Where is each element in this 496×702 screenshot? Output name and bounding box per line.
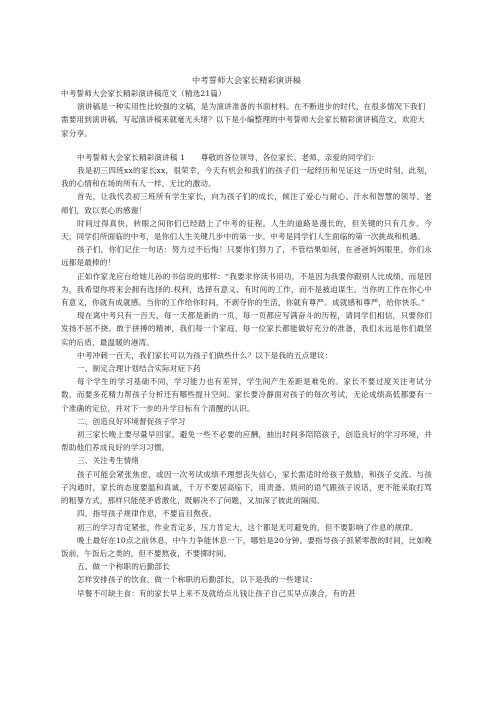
section-heading: 一、制定合理计划结合实际对症下药 [77,364,201,374]
section-text: 每个学生的学习基础不同，学习能力也有差异，学生间产生差距是难免的。家长不要过度关注考试分数，而要多花精力帮孩子分析还有哪些提升空间。家长要冷静面对孩子的每次考试，无论成绩高低都要有一个准确的定位，并对下一步的升学目标有个清醒的认识。 [61,377,432,413]
section-text: 怎样安排孩子的饮食，做一个称职的后勤部长，以下是我的一些建议： [77,575,318,585]
section-heading: 五、做一个称职的后勤部长 [77,562,170,572]
section-text: 初三的学习肯定紧张，作业肯定多，压力肯定大，这个都是无可避免的，但不要影响了作息的规律。 [77,522,418,532]
section-text: 早餐不可缺主食：有的家长早上来不及就给点儿钱让孩子自己买早点凑合，有的甚 [77,588,356,598]
paragraph: 正如作家龙应台给她儿孙的书信说的那样：“我要求你读书用功，不是因为我要你跟别人比成绩，而是因为，我希望你将来会拥有选择的.权利，选择有意义、有时间的工作，而不是被迫谋生。当你的工作在你心中有意义，你就有成就感。当你的工作给你时间，不剥夺你的生活，你就有尊严。成就感和尊严，给你快乐。” [61,271,432,308]
paragraph: 孩子们，你们记住一句话：努力过不后悔！只要你们努力了，不管结果如何，在爸爸妈妈眼里，你们永远都是最棒的！ [61,245,432,268]
section-text: 晚上最好在10点之前休息，中午力争能休息一下，哪怕是20分钟。要指导孩子抓紧零散的时间，比如晚饭前，午饭后之类的，但不要熬夜，不要掷时间。 [61,535,432,558]
section-heading: 二、创造良好环境督促孩子学习 [77,416,186,426]
document-subtitle: 中考誓师大会家长精彩演讲稿范文（精选21篇） [61,89,226,98]
paragraph: 中考冲刺一百天，我们家长可以为孩子们做些什么？以下是我的五点建议： [77,350,333,360]
document-title: 中考誓师大会家长精彩演讲稿 [191,75,302,85]
section-heading: 四、指导孩子规律作息，不要盲目熬夜。 [77,509,217,519]
spacer [61,140,432,151]
intro-block [61,87,432,140]
section-text: 孩子可能会紧张焦虑，或因一次考试成绩不理想丧失信心，家长需适时给孩子鼓励，和孩子交流。与孩子沟通时，家长的态度要温和真诚，千万不要居高临下，用责备、质问的语气跟孩子说话，更不能采取打骂的粗暴方式，那样只能使矛盾激化，既解决不了问题，又加深了彼此的隔阂。 [61,469,432,506]
paragraph: 现在离中考只有一百天，每一天都是新的一页，每一页都应写满奋斗的历程，请同学们相信，只要你们发扬不屈不挠、敢于拼搏的精神，我们每一个家庭、每一位家长都能做好充分的准备，我们永远是你们最坚实的后盾，最温暖的港湾。 [61,311,432,347]
paragraph: 时间过得真快，转眼之间你们已经踏上了中考的征程。人生的道路是漫长的，但关键的只有几步。今天，同学们所面临的中考，是你们人生关键几步中的第一步。中考是同学们人生面临的第一次挑战和机遇。 [61,218,432,242]
intro-paragraph: 演讲稿是一种实用性比较强的文稿，是为演讲准备的书面材料。在不断进步的时代，在很多情况下我们需要用到演讲稿，写起演讲稿来就毫无头绪？以下是小编整理的中考誓师大会家长精彩演讲稿范文，欢迎大家分享。 [61,102,426,138]
speech-body [61,151,432,600]
paragraph: 我是初三四班xx的家长xx，很荣幸，今天有机会和我们的孩子们一起经历和见证这一历史时刻，此刻，我的心情和在场的所有人一样，无比的激动。 [61,166,432,189]
speech-heading: 中考誓师大会家长精彩演讲稿 1 尊敬的各位领导、各位家长、老师、亲爱的同学们： [77,152,379,162]
paragraph: 首先，让我代表初三班所有学生家长，向为孩子们的成长，倾注了爱心与耐心、汗水和智慧的领导、老师们，致以衷心的感谢！ [61,192,432,215]
section-text: 初三家长晚上要尽量早回家，避免一些不必要的应酬，抽出时间多陪陪孩子，创造良好的学习环境，并帮助他们养成良好的学习习惯。 [61,430,432,453]
section-heading: 三、关注考生情绪 [77,456,139,466]
